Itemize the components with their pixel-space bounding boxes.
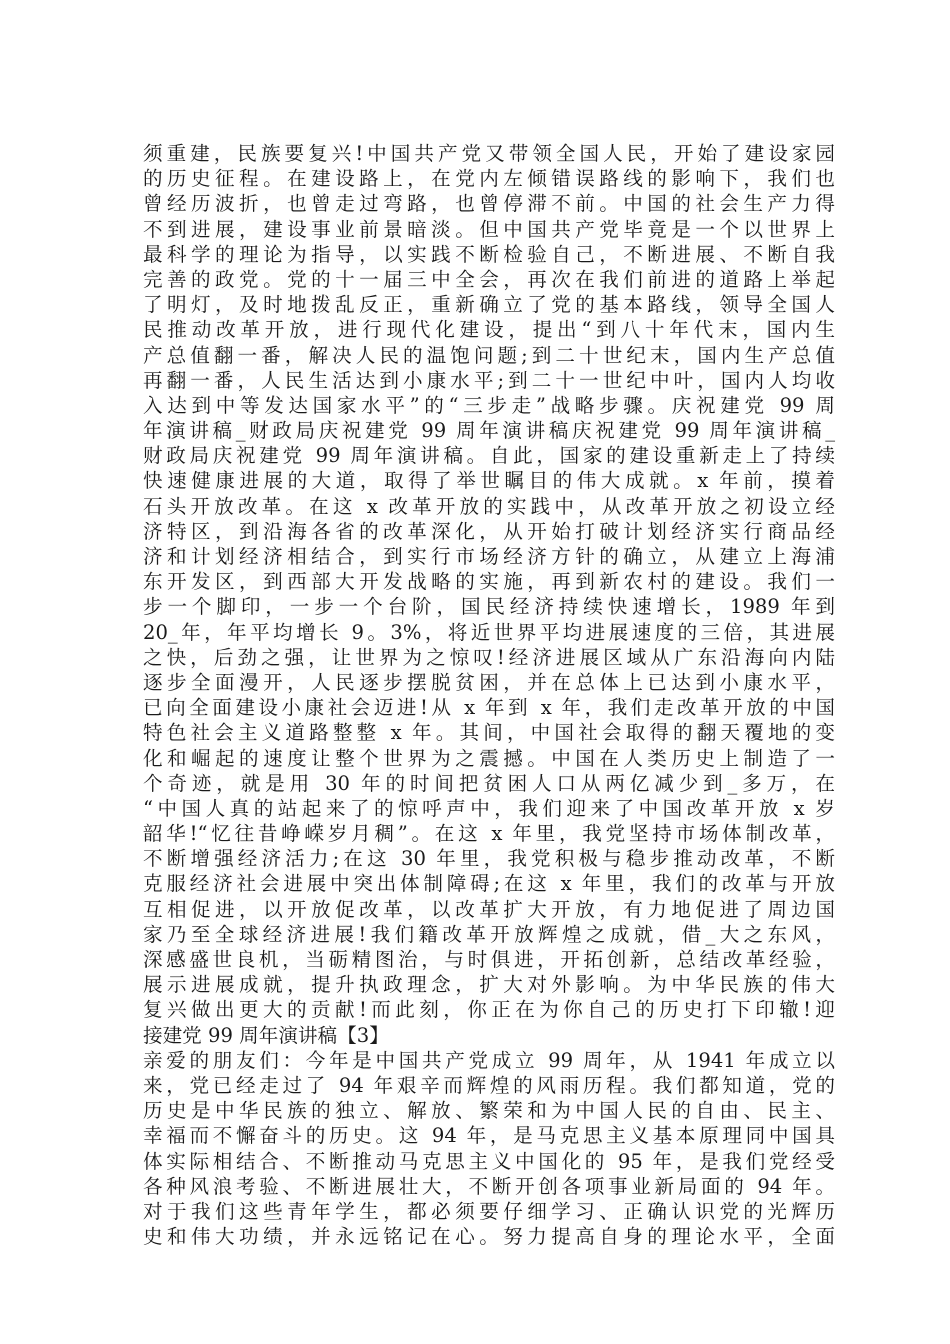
- text-line: 已向全面建设小康社会迈进!从 x 年到 x 年，我们走改革开放的中国: [143, 696, 835, 720]
- text-line: 化和崛起的速度让整个世界为之震撼。中国在人类历史上制造了一: [143, 746, 835, 770]
- text-line: 接建党 99 周年演讲稿【3】: [143, 1023, 389, 1047]
- text-line: 石头开放改革。在这 x 改革开放的实践中，从改革开放之初设立经: [143, 494, 835, 518]
- text-line: 入达到中等发达国家水平”的“三步走”战略步骤。庆祝建党 99 周: [143, 393, 835, 417]
- text-line: 再翻一番，人民生活达到小康水平;到二十一世纪中叶，国内人均收: [143, 368, 835, 392]
- text-line: 体实际相结合、不断推动马克思主义中国化的 95 年，是我们党经受: [143, 1149, 835, 1173]
- text-line: 完善的政党。党的十一届三中全会，再次在我们前进的道路上举起: [143, 267, 835, 291]
- text-line: 复兴做出更大的贡献!而此刻，你正在为你自己的历史打下印辙!迎: [143, 998, 835, 1022]
- text-line: 最科学的理论为指导，以实践不断检验自己，不断进展、不断自我: [143, 242, 835, 266]
- text-line: 了明灯，及时地拨乱反正，重新确立了党的基本路线，领导全国人: [143, 293, 835, 317]
- text-line: 各种风浪考验、不断进展壮大，不断开创各项事业新局面的 94 年。: [143, 1174, 835, 1198]
- text-line: “中国人真的站起来了的惊呼声中，我们迎来了中国改革开放 x 岁: [143, 796, 835, 820]
- text-line: 克服经济社会进展中突出体制障碍;在这 x 年里，我们的改革与开放: [143, 872, 835, 896]
- text-line: 来，党已经走过了 94 年艰辛而辉煌的风雨历程。我们都知道，党的: [143, 1073, 835, 1097]
- text-line: 展示进展成就，提升执政理念，扩大对外影响。为中华民族的伟大: [143, 973, 835, 997]
- text-line: 逐步全面漫开，人民逐步摆脱贫困，并在总体上已达到小康水平，: [143, 670, 835, 694]
- text-line: 民推动改革开放，进行现代化建设，提出“到八十年代末，国内生: [143, 318, 835, 342]
- text-line: 韶华!“忆往昔峥嵘岁月稠”。在这 x 年里，我党坚持市场体制改革，: [143, 822, 835, 846]
- text-line: 不到进展，建设事业前景暗淡。但中国共产党毕竟是一个以世界上: [143, 217, 835, 241]
- text-line: 家乃至全球经济进展!我们籍改革开放辉煌之成就，借_大之东风，: [143, 922, 835, 946]
- text-line: 须重建，民族要复兴!中国共产党又带领全国人民，开始了建设家园: [143, 142, 835, 165]
- text-line: 深感盛世良机，当砺精图治，与时俱进，开拓创新，总结改革经验，: [143, 948, 835, 971]
- text-line: 史和伟大功绩，并永远铭记在心。努力提高自身的理论水平，全面: [143, 1225, 835, 1249]
- text-line: 财政局庆祝建党 99 周年演讲稿。自此，国家的建设重新走上了持续: [143, 444, 835, 468]
- text-line: 不断增强经济活力;在这 30 年里，我党积极与稳步推动改革，不断: [143, 847, 835, 871]
- document-page: [143, 141, 835, 1249]
- text-line: 年演讲稿_财政局庆祝建党 99 周年演讲稿庆祝建党 99 周年演讲稿_: [143, 419, 835, 443]
- text-line: 亲爱的朋友们：今年是中国共产党成立 99 周年，从 1941 年成立以: [143, 1048, 835, 1072]
- text-line: 产总值翻一番，解决人民的温饱问题;到二十世纪末，国内生产总值: [143, 343, 835, 367]
- text-line: 曾经历波折，也曾走过弯路，也曾停滞不前。中国的社会生产力得: [143, 192, 835, 216]
- text-line: 历史是中华民族的独立、解放、繁荣和为中国人民的自由、民主、: [143, 1099, 835, 1123]
- text-line: 幸福而不懈奋斗的历史。这 94 年，是马克思主义基本原理同中国具: [143, 1124, 835, 1148]
- text-line: 济和计划经济相结合，到实行市场经济方针的确立，从建立上海浦: [143, 545, 835, 568]
- text-line: 济特区，到沿海各省的改革深化，从开始打破计划经济实行商品经: [143, 519, 835, 543]
- text-line: 东开发区，到西部大开发战略的实施，再到新农村的建设。我们一: [143, 570, 835, 594]
- text-line: 20_年，年平均增长 9。3%，将近世界平均进展速度的三倍，其进展: [143, 620, 835, 644]
- text-line: 特色社会主义道路整整 x 年。其间，中国社会取得的翻天覆地的变: [143, 721, 835, 745]
- text-line: 快速健康进展的大道，取得了举世瞩目的伟大成就。x 年前，摸着: [143, 469, 835, 493]
- text-line: 互相促进，以开放促改革，以改革扩大开放，有力地促进了周边国: [143, 897, 835, 921]
- text-line: 对于我们这些青年学生，都必须要仔细学习、正确认识党的光辉历: [143, 1199, 835, 1223]
- text-line: 之快，后劲之强，让世界为之惊叹!经济进展区域从广东沿海向内陆: [143, 645, 835, 669]
- text-line: 的历史征程。在建设路上，在党内左倾错误路线的影响下，我们也: [143, 167, 835, 191]
- text-line: 步一个脚印，一步一个台阶，国民经济持续快速增长，1989 年到: [143, 595, 835, 619]
- text-line: 个奇迹，就是用 30 年的时间把贫困人口从两亿减少到_多万，在: [143, 771, 835, 795]
